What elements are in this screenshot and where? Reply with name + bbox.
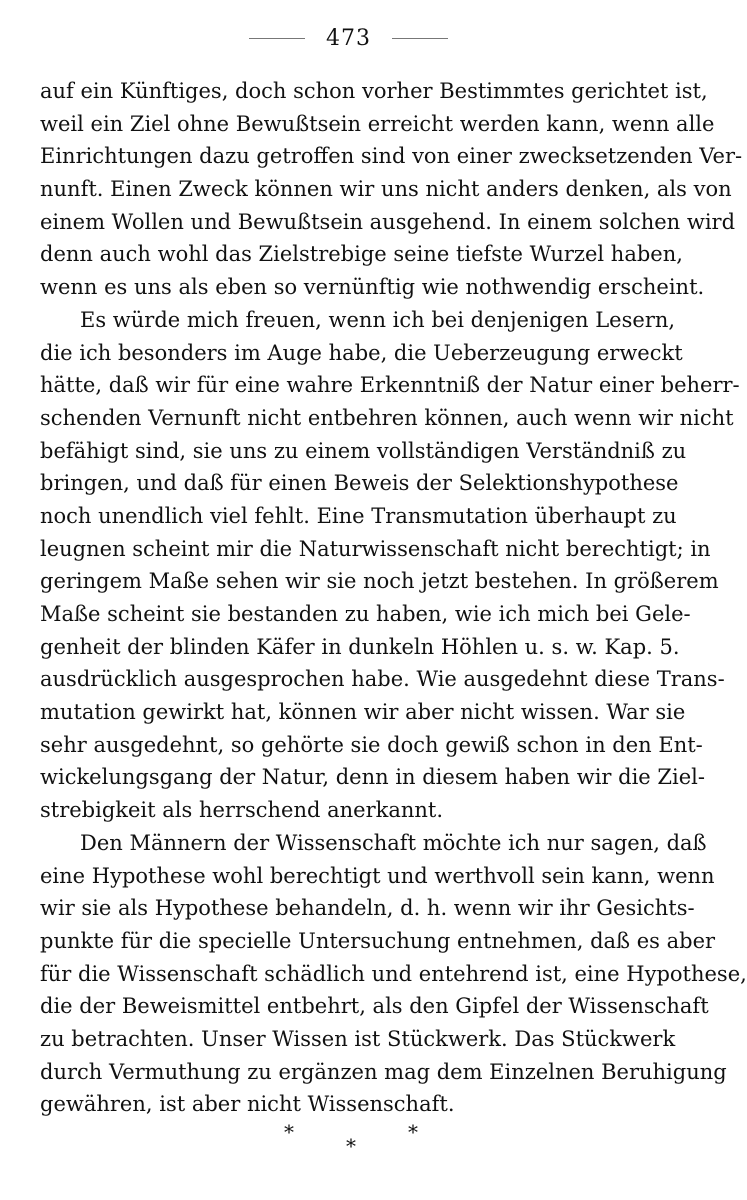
paragraph-1	[40, 75, 743, 304]
asterisk: *	[408, 1120, 418, 1144]
text-line: wir sie als Hypothese behandeln, d. h. wenn wir ihr Gesichts-	[40, 896, 695, 921]
header-rule-right	[392, 38, 448, 39]
paragraph-3	[40, 827, 747, 1121]
text-line: eine Hypothese wohl berechtigt und werthvoll sein kann, wenn	[40, 863, 715, 888]
text-line: Maße scheint sie bestanden zu haben, wie ich mich bei Gele-	[40, 602, 691, 626]
asterisk: *	[284, 1120, 294, 1144]
text-line: leugnen scheint mir die Naturwissenschaft nicht berechtigt; in	[40, 536, 711, 561]
text-line: Es würde mich freuen, wenn ich bei denjenigen Lesern,	[80, 307, 676, 332]
text-line: befähigt sind, sie uns zu einem vollständigen Verständniß zu	[40, 438, 687, 463]
text-line: die ich besonders im Auge habe, die Ueberzeugung erweckt	[40, 340, 683, 365]
text-line: wenn es uns als eben so vernünftig wie nothwendig erscheint.	[40, 275, 705, 300]
text-line: wickelungsgang der Natur, denn in diesem haben wir die Ziel-	[40, 765, 705, 790]
text-line: weil ein Ziel ohne Bewußtsein erreicht werden kann, wenn alle	[40, 111, 715, 136]
text-line: die der Beweismittel entbehrt, als den Gipfel der Wissenschaft	[40, 994, 709, 1019]
text-line: geringem Maße sehen wir sie noch jetzt bestehen. In größerem	[40, 569, 719, 594]
section-break	[0, 1120, 697, 1160]
text-line: zu betrachten. Unser Wissen ist Stückwerk. Das Stückwerk	[40, 1026, 676, 1051]
text-line: strebigkeit als herrschend anerkannt.	[40, 798, 444, 823]
asterisk: *	[346, 1134, 356, 1158]
text-line: Den Männern der Wissenschaft möchte ich nur sagen, daß	[80, 830, 707, 855]
text-line: ausdrücklich ausgesprochen habe. Wie ausgedehnt diese Trans-	[40, 667, 725, 692]
text-line: nunft. Einen Zweck können wir uns nicht anders denken, als von	[40, 177, 732, 202]
body-text	[40, 75, 747, 1121]
text-line: denn auch wohl das Zielstrebige seine tiefste Wurzel haben,	[40, 242, 683, 267]
text-line: sehr ausgedehnt, so gehörte sie doch gewiß schon in den Ent-	[40, 732, 703, 757]
text-line: mutation gewirkt hat, können wir aber nicht wissen. War sie	[40, 700, 686, 725]
text-line: für die Wissenschaft schädlich und entehrend ist, eine Hypothese,	[40, 961, 747, 986]
text-line: schenden Vernunft nicht entbehren können, auch wenn wir nicht	[40, 405, 734, 430]
page-number: 473	[326, 26, 371, 51]
page-header	[0, 26, 697, 56]
text-line: genheit der blinden Käfer in dunkeln Höhlen u. s. w. Kap. 5.	[40, 634, 680, 659]
text-line: auf ein Künftiges, doch schon vorher Bestimmtes gerichtet ist,	[40, 79, 708, 103]
paragraph-2	[40, 304, 740, 827]
text-line: gewähren, ist aber nicht Wissenschaft.	[40, 1092, 455, 1117]
text-line: Einrichtungen dazu getroffen sind von einer zwecksetzenden Ver-	[40, 144, 743, 169]
text-line: bringen, und daß für einen Beweis der Selektionshypothese	[40, 471, 679, 496]
text-line: einem Wollen und Bewußtsein ausgehend. In einem solchen wird	[40, 209, 736, 234]
text-line: noch unendlich viel fehlt. Eine Transmutation überhaupt zu	[40, 503, 677, 528]
text-line: durch Vermuthung zu ergänzen mag dem Einzelnen Beruhigung	[40, 1059, 727, 1084]
text-line: hätte, daß wir für eine wahre Erkenntniß der Natur einer beherr-	[40, 373, 740, 398]
text-line: punkte für die specielle Untersuchung entnehmen, daß es aber	[40, 928, 716, 953]
header-rule-left	[249, 38, 305, 39]
